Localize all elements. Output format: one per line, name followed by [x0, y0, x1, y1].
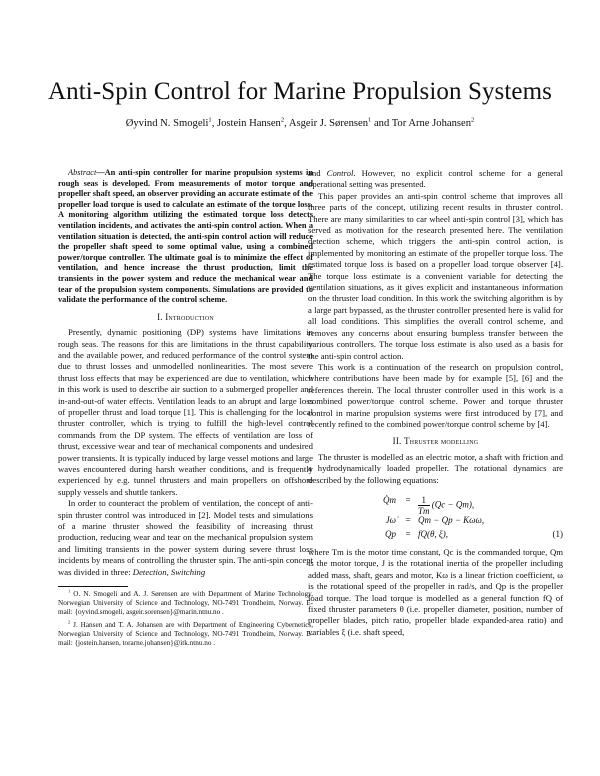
- author-name: Øyvind N. Smogeli: [125, 118, 209, 129]
- footnote-text: J. Hansen and T. A. Johansen are with Department of Engineering Cybernetics, Norwegian University of Science and Technology, NO-7491 Trondheim, Norway. E-mail: {jostein.hansen, torarne.johansen}@itk.ntnu.no .: [58, 620, 313, 648]
- author-name: Tor Arne Johansen: [391, 118, 471, 129]
- equation-block: [308, 491, 563, 543]
- paragraph: This paper provides an anti-spin control scheme that improves all three parts of the concept, utilizing recent results in thruster control. There are many similarities to car wheel anti-spin control [3], which has served as motivation for the research presented here. The ventilation detection scheme, which triggers the anti-spin control action, is implemented by monitoring an estimate of the propeller torque loss. The estimated torque loss is based on a propeller load torque observer [4]. The torque loss estimate is a convenient variable for detecting the ventilation situations, as it gives explicit and instantaneous information on the thruster load condition. In this work the switching algorithm is by a large part bypassed, as the thruster controller presented here is valid for all load conditions. This simplifies the overall control scheme, and removes any concerns about ensuring bumpless transfer between the various controllers. The torque loss estimate is also used as a basis for the anti-spin control action.: [308, 190, 563, 361]
- section-number: I.: [157, 311, 163, 322]
- author-affiliation: 1: [368, 116, 372, 124]
- footnote: [58, 590, 313, 618]
- equation-number: (1): [552, 528, 563, 539]
- emphasis-text: Control: [326, 168, 354, 178]
- paragraph: [308, 168, 563, 191]
- author-name: Asgeir J. Sørensen: [288, 118, 369, 129]
- equation-row: [308, 529, 563, 543]
- section-heading-thruster-modelling: [308, 436, 563, 447]
- equation-lhs: Qp: [385, 528, 396, 539]
- section-title: Thruster modelling: [403, 436, 479, 447]
- left-column: [58, 168, 313, 648]
- right-column: [308, 168, 563, 638]
- equation-rhs-tail: (Qc − Qm),: [431, 499, 475, 510]
- fraction-numerator: 1: [418, 495, 430, 506]
- equation-row: [308, 515, 563, 529]
- fraction-denominator: Tm: [418, 505, 430, 516]
- equation-rhs: [418, 495, 474, 516]
- author-affiliation: 1: [208, 116, 212, 124]
- equation-row: [308, 494, 563, 516]
- footnote-marker: 2: [68, 619, 71, 625]
- paragraph: Presently, dynamic positioning (DP) systems have limitations in rough seas. The reasons for this are limitations in the thrust capability and the available power, and reduced performance of the control system due to thrust losses and unmodelled nonlinearities. The most severe thrust loss effects that may be experienced are due to ventilation, which in this work is used to describe air suction to a submerged propeller and in-and-out-of water effects. Ventilation leads to an abrupt and large loss of propeller thrust and load torque [1]. This is challenging for the local thruster controller, which is trying to fulfill the high-level control commands from the DP system. The effects of ventilation are loss of thrust, excessive wear and tear of mechanical components and undesired power transients. It is typically induced by large vessel motions and large waves encountered during harsh weather conditions, and is frequently experienced by e.g. tunnel thrusters and main propellers on offshore supply vessels and shuttle tankers.: [58, 327, 313, 497]
- section-heading-introduction: [58, 312, 313, 323]
- equation-relation: =: [405, 494, 411, 505]
- paragraph: where Tm is the motor time constant, Qc is the commanded torque, Qm is the motor torque, J is the rotational inertia of the propeller including added mass, shaft, gears and motor, Kω is a linear friction coefficient, ω is the rotational speed of the propeller in rad/s, and Qp is the propeller load torque. The load torque is modelled as a general function fQ of fixed thruster parameters θ (i.e. propeller diameter, position, number of propeller blades, pitch ratio, propeller blade expanded-area ratio) and variables ξ (i.e. shaft speed,: [308, 546, 563, 637]
- paragraph: The thruster is modelled as an electric motor, a shaft with friction and a hydrodynamically loaded propeller. The rotational dynamics are described by the following equations:: [308, 451, 563, 485]
- paper-title: Anti-Spin Control for Marine Propulsion Systems: [47, 78, 552, 105]
- abstract: [58, 168, 313, 306]
- abstract-label: Abstract: [68, 168, 97, 177]
- author-affiliation: 2: [280, 116, 285, 124]
- equation-rhs: fQ(θ, ξ),: [418, 528, 449, 539]
- section-title: Introduction: [165, 311, 214, 322]
- equation-rhs: Qm − Qp − Kωω,: [418, 514, 485, 525]
- paragraph-text: In order to counteract the problem of ventilation, the concept of anti-spin thruster control was introduced in [2]. Model tests and simulations of a marine thruster showed the feasibility of increasing thrust production, reducing wear and tear on the mechanical propulsion system and limiting transients in the power system during severe thrust loss incidents by means of controlling the thruster spin. The anti-spin concept was divided in three:: [58, 498, 313, 577]
- fraction: [418, 495, 430, 516]
- author-affiliation: 2: [471, 116, 475, 124]
- author-name: Jostein Hansen: [217, 118, 281, 129]
- abstract-text: —An anti-spin controller for marine propulsion systems in rough seas is developed. From measurements of motor torque and propeller shaft speed, an observer providing an accurate estimate of the propeller load torque is used to calculate an estimate of the torque loss. A monitoring algorithm utilizing the estimated torque loss detects ventilation incidents, and activates the anti-spin control action. When a ventilation situation is detected, the anti-spin control action will reduce the propeller shaft speed to some optimal value, using a combined power/torque controller. The ultimate goal is to minimize the effect of ventilation, and hence increase the thrust production, limit the transients in the power system and reduce the mechanical wear and tear of the propulsion system components. Simulations are provided to validate the performance of the control scheme.: [58, 168, 313, 305]
- author-list: Øyvind N. Smogeli$^1$, Jostein Hansen$^2$, Asgeir J. Sørensen$^1$ and Tor Arne Johansen$^2$: [125, 116, 475, 129]
- footnote-text: O. N. Smogeli and A. J. Sørensen are with Department of Marine Technology, Norwegian University of Science and Technology, NO-7491 Trondheim, Norway. E-mail: {oyvind.smogeli, asgeir.sorensen}@marin.ntnu.no .: [58, 590, 314, 617]
- separator-text: ,: [166, 566, 171, 577]
- equation-relation: =: [405, 528, 411, 539]
- footnote-rule: [58, 586, 128, 587]
- paragraph: This work is a continuation of the research on propulsion control, where contributions have been made by for example [5], [6] and the references therein. The local thruster controller used in this work is a combined power/torque control scheme. Power and torque thruster control in marine propulsion systems were first introduced by [7], and recently refined to the combined power/torque control scheme by [4].: [308, 361, 563, 429]
- section-number: II.: [392, 436, 402, 447]
- emphasis-text: Detection: [132, 566, 167, 577]
- equation-lhs: Q̇m: [383, 494, 396, 505]
- paragraph: [58, 498, 313, 578]
- paragraph-text: and: [308, 168, 327, 178]
- paragraph-text: . However, no explicit control scheme for a general operational setting was presented.: [308, 168, 563, 190]
- equation-relation: =: [405, 514, 411, 525]
- equation-lhs: Jω̇: [385, 514, 396, 525]
- footnote: [58, 621, 313, 649]
- footnote-marker: 1: [68, 588, 71, 594]
- emphasis-text: Switching: [170, 566, 206, 577]
